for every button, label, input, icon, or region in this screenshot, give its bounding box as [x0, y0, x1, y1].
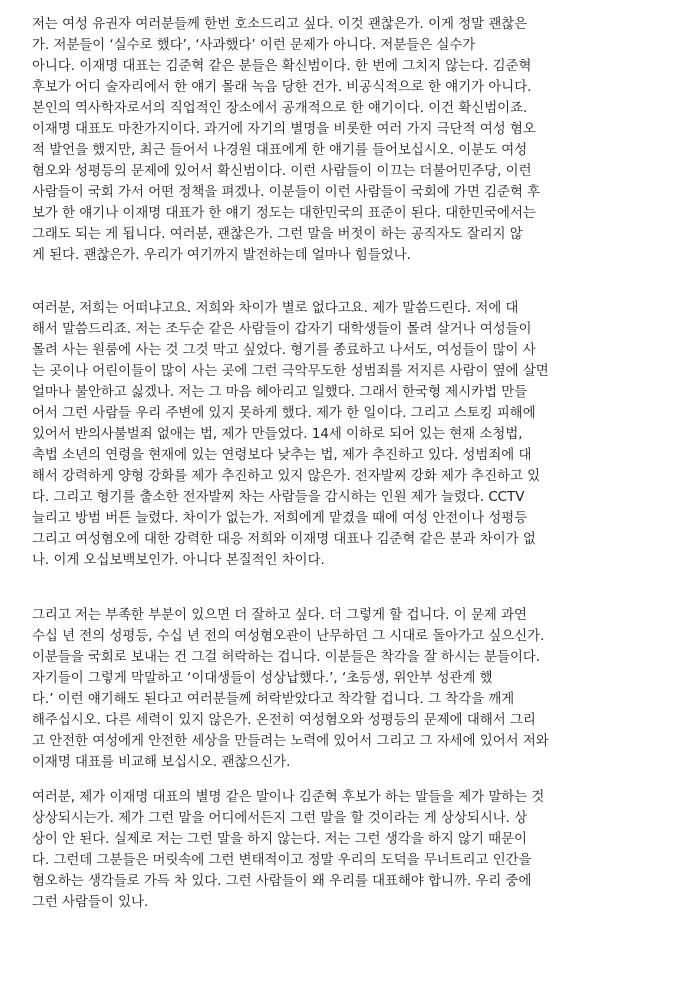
- text-line: 해서 강력하게 양형 강화를 제가 추진하고 있지 않은가. 전자발찌 강화 제가 추진하고 있: [32, 469, 541, 484]
- text-line: 해주십시오. 다른 세력이 있지 않은가. 온전히 여성혐오와 성평등의 문제에 대해서 그리: [32, 713, 536, 728]
- text-line: 늘리고 방범 버튼 늘렸다. 차이가 없는가. 저희에게 맡겼을 때에 여성 안전이나 성평등: [32, 511, 528, 526]
- text-line: 이재명 대표도 마찬가지이다. 과거에 자기의 별명을 비롯한 여러 가지 극단적 여성 혐오: [32, 122, 536, 137]
- text-line: 후보가 어디 술자리에서 한 얘기 몰래 녹음 당한 건가. 비공식적으로 한 얘기가 아니다.: [32, 80, 532, 95]
- paragraph-2: [32, 298, 678, 571]
- text-line: 혐오하는 생각들로 가득 차 있다. 그런 사람들이 왜 우리를 대표해야 합니까. 우리 중에: [32, 874, 532, 889]
- text-line: 촉법 소년의 연령을 현재에 있는 연령보다 낮추는 법, 제가 추진하고 있다. 성범죄에 대: [32, 448, 532, 463]
- text-line: 여러분, 제가 이재명 대표의 별명 같은 말이나 김준혁 후보가 하는 말들을 제가 말하는 것: [32, 790, 545, 805]
- text-line: 이재명 대표를 비교해 보십시오. 괜찮으신가.: [32, 755, 291, 770]
- text-line: 적 발언을 했지만, 최근 들어서 나경원 대표에게 한 얘기를 들어보십시오. 이분도 여성: [32, 143, 528, 158]
- text-line: 사람들이 국회 가서 어떤 정책을 펴겠나. 이분들이 이런 사람들이 국회에 가면 김준혁 후: [32, 185, 541, 200]
- text-line: 상이 안 된다. 실제로 저는 그런 말을 하지 않는다. 저는 그런 생각을 하지 않기 때문이: [32, 832, 527, 847]
- text-line: 그런 사람들이 있나.: [32, 895, 149, 910]
- text-line: 는 곳이나 어린이들이 많이 사는 곳에 그런 극악무도한 성범죄를 저지른 사람이 옆에 살면: [32, 364, 549, 379]
- text-line: 그리고 저는 부족한 부분이 있으면 더 잘하고 싶다. 더 그렇게 할 겁니다. 이 문제 과연: [32, 608, 527, 623]
- text-line: 상상되시는가. 제가 그런 말을 어디에서든지 그런 말을 할 것이라는 게 상상되시나. 상: [32, 811, 528, 826]
- text-line: 그리고 여성혐오에 대한 강력한 대응 저희와 이재명 대표나 김준혁 같은 분과 차이가 없: [32, 532, 536, 547]
- text-line: 그래도 되는 게 됩니다. 여러분, 괜찮은가. 그런 말을 버젓이 하는 공직자도 잘리지 않: [32, 227, 523, 242]
- text-line: 가. 저분들이 ‘실수로 했다’, ‘사과했다’ 이런 문제가 아니다. 저분들은 실수가: [32, 38, 476, 53]
- text-line: 나. 이게 오십보백보인가. 아니다 본질적인 차이다.: [32, 553, 325, 568]
- text-line: 다. 그리고 형기를 출소한 전자발찌 차는 사람들을 감시하는 인원 제가 늘렸다. CCTV: [32, 490, 525, 505]
- text-line: 게 된다. 괜찮은가. 우리가 여기까지 발전하는데 얼마나 힘들었나.: [32, 248, 411, 263]
- text-line: 얼마나 불안하고 싫겠나. 저는 그 마음 헤아리고 일했다. 그래서 한국형 제시카법 만들: [32, 385, 528, 400]
- text-line: 여러분, 저희는 어떠냐고요. 저희와 차이가 별로 없다고요. 제가 말씀드린다. 저에 대: [32, 301, 519, 316]
- paragraph-3: [32, 605, 678, 773]
- text-line: 다. 그런데 그분들은 머릿속에 그런 변태적이고 정말 우리의 도덕을 무너트리고 인간을: [32, 853, 532, 868]
- text-line: 어서 그런 사람들 우리 주변에 있지 못하게 했다. 제가 한 일이다. 그리고 스토킹 피해에: [32, 406, 536, 421]
- text-line: 보가 한 얘기나 이재명 대표가 한 얘기 정도는 대한민국의 표준이 된다. 대한민국에서는: [32, 206, 536, 221]
- text-line: 해서 말씀드리죠. 저는 조두순 같은 사람들이 갑자기 대학생들이 몰려 살거나 여성들이: [32, 322, 532, 337]
- text-line: 아니다. 이재명 대표는 김준혁 같은 분들은 확신범이다. 한 번에 그치지 않는다. 김준혁: [32, 59, 532, 74]
- text-line: 본인의 역사학자로서의 직업적인 장소에서 공개적으로 한 얘기이다. 이건 확신범이죠.: [32, 101, 528, 116]
- text-line: 수십 년 전의 성평등, 수십 년 전의 여성혐오관이 난무하던 그 시대로 돌아가고 싶으신가.: [32, 629, 545, 644]
- text-line: 혐오와 성평등의 문제에 있어서 확신범이다. 이런 사람들이 이끄는 더불어민주당, 이런: [32, 164, 532, 179]
- paragraph-1: [32, 14, 678, 266]
- text-line: 고 안전한 여성에게 안전한 세상을 만들려는 노력에 있어서 그리고 그 자세에 있어서 저와: [32, 734, 549, 749]
- text-line: 자기들이 그렇게 막말하고 ‘이대생들이 성상납했다.’, ‘초등생, 위안부 성관계 했: [32, 671, 493, 686]
- text-line: 몰려 사는 원룸에 사는 것 그것 막고 싶었다. 형기를 종료하고 나서도, 여성들이 많이 사: [32, 343, 536, 358]
- text-line: 이분들을 국회로 보내는 건 그걸 허락하는 겁니다. 이분들은 착각을 잘 하시는 분들이다.: [32, 650, 541, 665]
- text-line: 있어서 반의사불벌죄 없애는 법, 제가 만들었다. 14세 이하로 되어 있는 현재 소청법,: [32, 427, 523, 442]
- paragraph-4: [32, 787, 678, 913]
- text-line: 다.’ 이런 얘기해도 된다고 여러분들께 허락받았다고 착각할 겁니다. 그 착각을 깨게: [32, 692, 515, 707]
- text-line: 저는 여성 유권자 여러분들께 한번 호소드리고 싶다. 이것 괜찮은가. 이게 정말 괜찮은: [32, 17, 528, 32]
